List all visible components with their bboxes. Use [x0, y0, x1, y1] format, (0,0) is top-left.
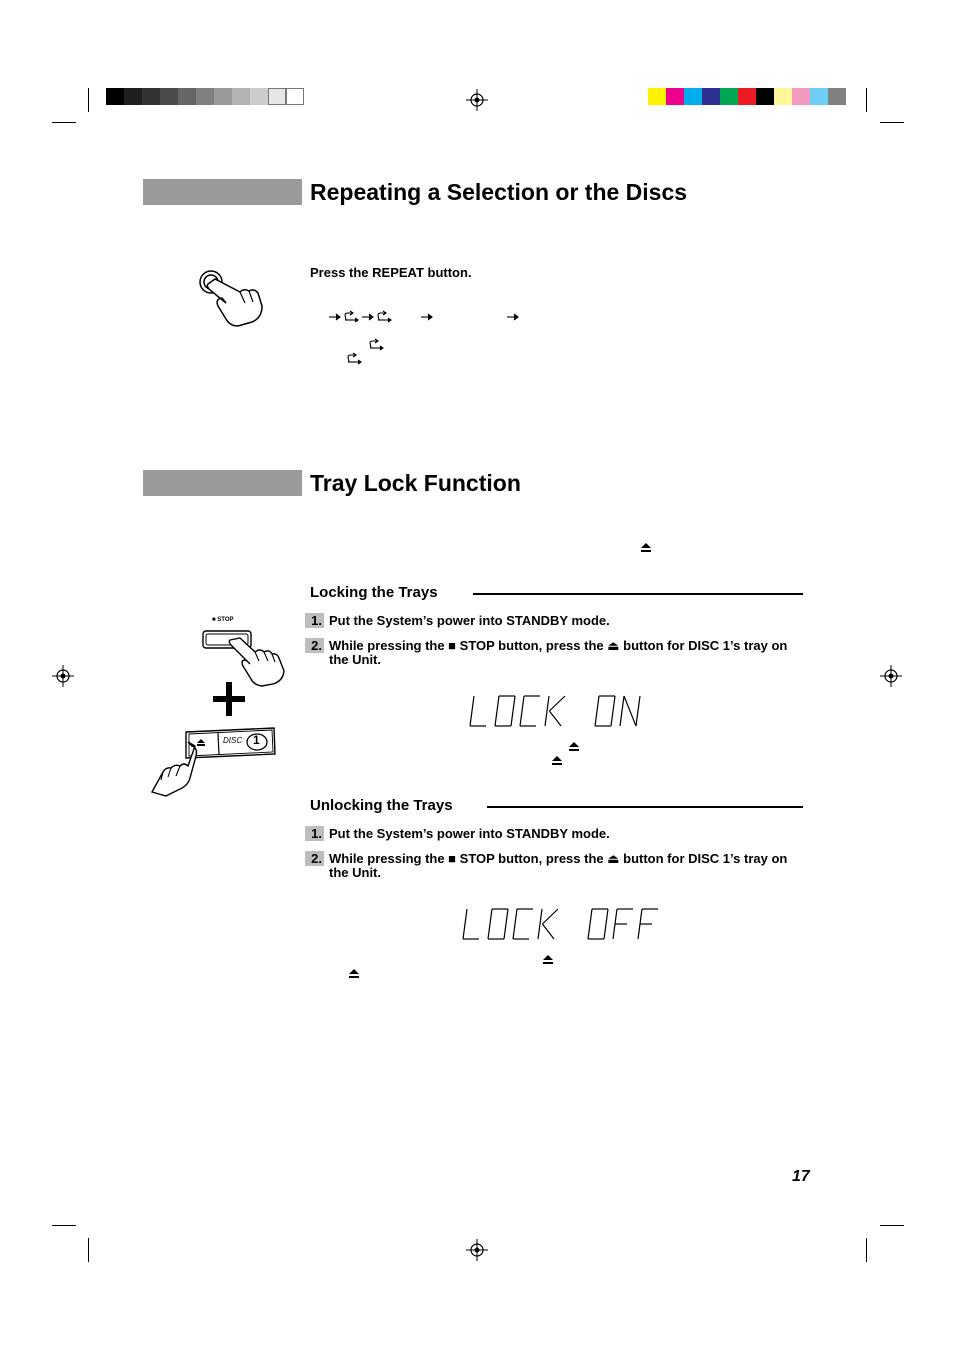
crop-mark-bl-h: [52, 1225, 76, 1226]
color-swatch: [214, 88, 232, 105]
section-bar-tray-lock: [143, 470, 302, 496]
disc-label: DISC: [223, 736, 243, 745]
color-swatch: [124, 88, 142, 105]
disc-eject-illustration: [148, 726, 278, 798]
color-swatch: [106, 88, 124, 105]
repeat-sequence-diagram: [325, 308, 525, 368]
plus-icon: [213, 682, 245, 716]
color-swatch: [756, 88, 774, 105]
stop-label: ■ STOP: [212, 617, 234, 623]
color-swatch: [828, 88, 846, 105]
crop-mark-tr-h: [880, 122, 904, 123]
color-swatch: [774, 88, 792, 105]
color-swatch: [232, 88, 250, 105]
color-swatch: [142, 88, 160, 105]
lcd-segment: [511, 696, 515, 726]
color-swatch: [648, 88, 666, 105]
lcd-segment: [520, 696, 524, 726]
stop-button-hand-icon: [200, 626, 290, 688]
unlocking-step-1-num: 1.: [305, 826, 324, 841]
section-bar-repeat: [143, 179, 302, 205]
section-title-repeat: Repeating a Selection or the Discs: [310, 179, 688, 205]
lcd-segment: [542, 909, 558, 924]
lcd-segment: [495, 696, 499, 726]
color-swatch: [196, 88, 214, 105]
color-swatch: [250, 88, 268, 105]
color-swatch: [792, 88, 810, 105]
crop-mark-bl-v: [88, 1238, 89, 1262]
subheading-locking: Locking the Trays: [310, 584, 438, 601]
lcd-segment: [611, 696, 615, 726]
color-swatch: [286, 88, 304, 105]
color-swatch: [720, 88, 738, 105]
locking-step-2-num: 2.: [305, 638, 324, 653]
lcd-segment: [595, 696, 599, 726]
eject-icon: [349, 969, 359, 978]
crop-mark-tl-v: [88, 88, 89, 112]
subheading-unlocking: Unlocking the Trays: [310, 797, 453, 814]
lcd-segment: [488, 909, 492, 939]
lcd-segment: [549, 711, 561, 726]
registration-mark-bottom: [466, 1239, 488, 1261]
finger-press-icon: [196, 266, 268, 328]
eject-icon: [569, 742, 579, 751]
lcd-segment: [542, 924, 554, 939]
color-swatch: [810, 88, 828, 105]
unlocking-step-2-text: While pressing the ■ STOP button, press the ⏏ button for DISC 1’s tray on the Unit.: [329, 851, 788, 880]
disc-number: 1: [253, 733, 260, 747]
locking-step-2-text: While pressing the ■ STOP button, press the ⏏ button for DISC 1’s tray on the Unit.: [329, 638, 788, 667]
registration-mark-top: [466, 89, 488, 111]
color-swatch: [268, 88, 286, 105]
lcd-segment: [470, 696, 474, 726]
locking-step-1-text: Put the System’s power into STANDBY mode.: [329, 613, 610, 628]
crop-mark-br-h: [880, 1225, 904, 1226]
subheading-locking-rule: [473, 593, 803, 595]
color-swatch: [702, 88, 720, 105]
registration-mark-left: [52, 665, 74, 687]
color-swatch: [666, 88, 684, 105]
stop-label-text: STOP: [217, 617, 234, 623]
stop-button-illustration: [200, 617, 290, 689]
eject-icon: [543, 955, 553, 964]
lcd-segment: [588, 909, 592, 939]
unlocking-step-2-num: 2.: [305, 851, 324, 866]
crop-mark-tl-h: [52, 122, 76, 123]
lcd-segment: [624, 696, 636, 726]
lcd-segment: [538, 909, 542, 939]
lcd-lock-off-display: [459, 907, 669, 943]
lcd-segment: [549, 696, 565, 711]
color-swatch: [738, 88, 756, 105]
lcd-segment: [463, 909, 467, 939]
page-number: 17: [792, 1168, 810, 1185]
lcd-segment: [513, 909, 517, 939]
crop-mark-tr-v: [866, 88, 867, 112]
lcd-segment: [620, 696, 624, 726]
crop-mark-br-v: [866, 1238, 867, 1262]
registration-mark-right: [880, 665, 902, 687]
lcd-segment: [504, 909, 508, 939]
lcd-lock-on-display: [466, 694, 666, 730]
section-title-tray-lock: Tray Lock Function: [310, 470, 521, 496]
unlocking-step-1-text: Put the System’s power into STANDBY mode.: [329, 826, 610, 841]
locking-step-1-num: 1.: [305, 613, 324, 628]
eject-icon: [641, 543, 651, 552]
eject-icon: [552, 756, 562, 765]
lcd-segment: [604, 909, 608, 939]
lcd-segment: [636, 696, 640, 726]
lcd-segment: [545, 696, 549, 726]
color-swatch: [160, 88, 178, 105]
instruction-press-repeat: Press the REPEAT button.: [310, 265, 472, 280]
color-swatch: [178, 88, 196, 105]
color-swatch: [684, 88, 702, 105]
subheading-unlocking-rule: [487, 806, 803, 808]
